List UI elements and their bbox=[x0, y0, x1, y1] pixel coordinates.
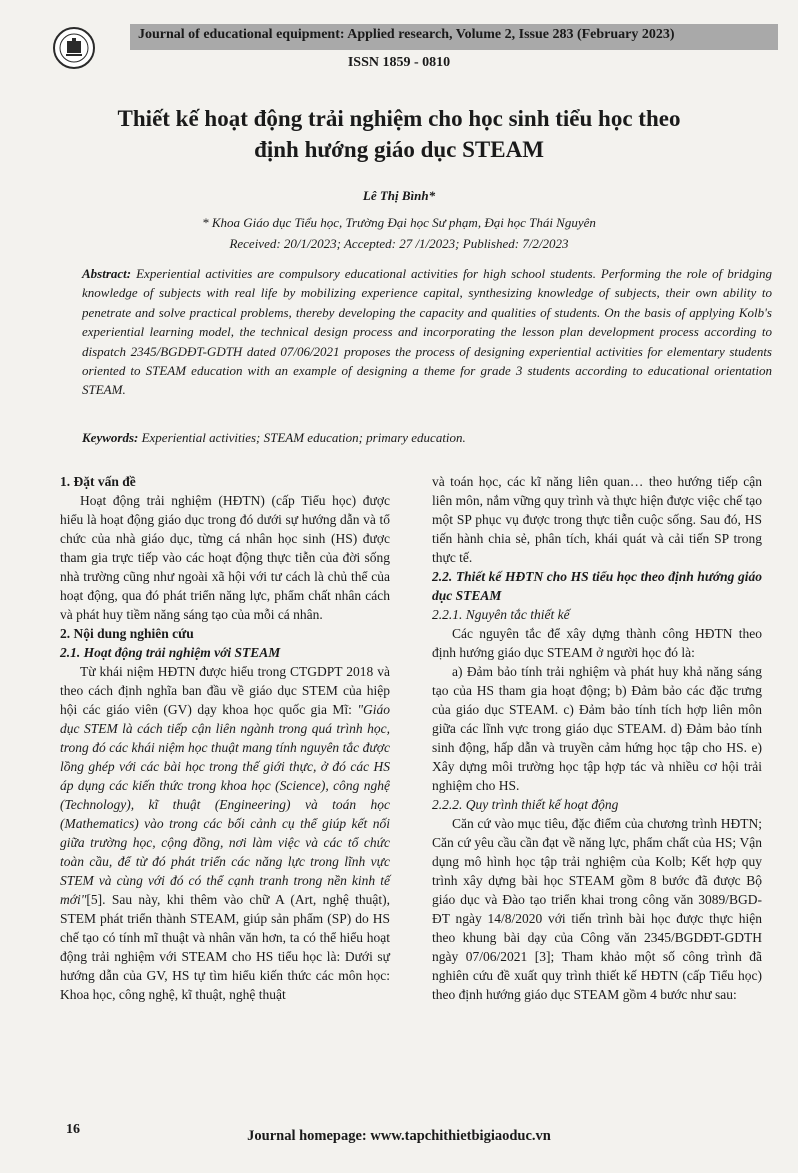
abstract-label: Abstract: bbox=[82, 266, 132, 281]
paragraph-principles-list: a) Đảm bảo tính trải nghiệm và phát huy khả năng sáng tạo của HS tham gia hoạt động; b) Đảm bảo các đặc trưng của giáo dục STEAM. c) Đảm bảo tính tích hợp liên môn giữa các lĩnh vực trong giáo dục STEAM. d) Đảm bảo tính sinh động, hấp dẫn và truyền cảm hứng học tập cho HS. e) Xây dựng môi trường học tập hợp tác và nhiều cơ hội trải nghiệm cho HS. bbox=[432, 664, 762, 793]
page-number: 16 bbox=[66, 1122, 80, 1137]
paragraph-process: Căn cứ vào mục tiêu, đặc điểm của chương trình HĐTN; Căn cứ yêu cầu cần đạt về năng lực, phẩm chất của HS; Vận dụng mô hình học tập trải nghiệm của Kolb; Kết hợp quy trình xây dựng bài học STEAM gồm 8 bước đã được Bộ giáo dục và Đào tạo triển khai trong công văn 3089/BGD-ĐT ngày 14/8/2020 với tiến trình bài học được thực hiện theo khung bài dạy của Công văn 2345/BGDĐT-GDTH ngày 07/06/2021 [3]; Tham khảo một số công trình đã nghiên cứu đề xuất quy trình thiết kế HĐTN (cấp Tiểu học) theo định hướng giáo dục STEAM gồm 4 bước như sau: bbox=[432, 816, 762, 1002]
paragraph-intro: Hoạt động trải nghiệm (HĐTN) (cấp Tiểu học) được hiểu là hoạt động giáo dục trong đó dưới sự hướng dẫn và tổ chức của nhà giáo dục, từng cá nhân học sinh (HS) được tham gia trực tiếp vào các hoạt động thực tiễn của đời sống nhà trường cũng như ngoài xã hội với tư cách là chủ thể của hoạt động, qua đó phát triển năng lực, phẩm chất nhân cách và phát huy tiềm năng sáng tạo của mỗi cá nhân. bbox=[60, 493, 390, 622]
left-column bbox=[60, 472, 390, 1004]
paragraph-steam-end: [5]. Sau này, khi thêm vào chữ A (Art, nghệ thuật), STEM phát triển thành STEAM, giúp sản phẩm (SP) do HS chế tạo có tính mĩ thuật và nhân văn hơn, ta có thể hiểu hoạt động trải nghiệm với STEAM cho HS tiểu học là: Dưới sự hướng dẫn của GV, HS tự tìm hiểu kiến thức các môn học: Khoa học, công nghệ, kĩ thuật, nghệ thuật bbox=[60, 892, 390, 1002]
subsection-heading-2-1: 2.1. Hoạt động trải nghiệm với STEAM bbox=[60, 645, 281, 660]
publication-dates: Received: 20/1/2023; Accepted: 27 /1/2023; Published: 7/2/2023 bbox=[229, 236, 569, 251]
journal-header-line: Journal of educational equipment: Applied research, Volume 2, Issue 283 (February 2023) bbox=[138, 27, 675, 42]
issn-line: ISSN 1859 - 0810 bbox=[347, 55, 451, 70]
article-title bbox=[40, 103, 758, 165]
keywords-text: Experiential activities; STEAM education; primary education. bbox=[141, 430, 466, 445]
right-column bbox=[432, 472, 762, 1004]
abstract bbox=[82, 264, 772, 400]
subsection-heading-2-2: 2.2. Thiết kế HĐTN cho HS tiểu học theo định hướng giáo dục STEAM bbox=[432, 569, 762, 603]
subsubsection-heading-2-2-1: 2.2.1. Nguyên tắc thiết kế bbox=[432, 607, 570, 622]
author-name: Lê Thị Bình* bbox=[362, 188, 436, 203]
journal-homepage: Journal homepage: www.tapchithietbigiaoduc.vn bbox=[247, 1128, 551, 1144]
title-line-1: Thiết kế hoạt động trải nghiệm cho học sinh tiểu học theo bbox=[117, 106, 681, 131]
paragraph-steam-start: Từ khái niệm HĐTN được hiểu trong CTGDPT 2018 và theo cách định nghĩa ban đầu về giáo dục STEM của hiệp hội các giáo viên (GV) dạy khoa học quốc gia Mĩ: bbox=[60, 664, 390, 717]
paragraph-principles: Các nguyên tắc để xây dựng thành công HĐTN theo định hướng giáo dục STEAM ở người học đó là: bbox=[432, 626, 762, 660]
section-heading-2: 2. Nội dung nghiên cứu bbox=[60, 626, 194, 641]
paragraph-steam-definition bbox=[60, 662, 390, 1004]
affiliation-block bbox=[0, 212, 798, 254]
keywords bbox=[82, 430, 772, 446]
affiliation: * Khoa Giáo dục Tiểu học, Trường Đại học Sư phạm, Đại học Thái Nguyên bbox=[202, 215, 596, 230]
abstract-text: Experiential activities are compulsory educational activities for high school students. Performing the role of bridging knowledge of subjects with real life by mobilizing experience capital, synthesizing knowledge of subjects, their own ability to penetrate and solve practical problems, thereby developing the capacity and qualities of students. On the basis of applying Kolb's experiential learning model, the technical design process and incorporating the lesson plan development process according to dispatch 2345/BGDĐT-GDTH dated 07/06/2021 proposes the process of designing experiential activities for elementary students oriented to STEAM education with an example of designing a theme for grade 3 students according to educational orientation STEAM. bbox=[82, 266, 773, 398]
keywords-label: Keywords: bbox=[82, 430, 139, 445]
paragraph-continued: và toán học, các kĩ năng liên quan… theo hướng tiếp cận liên môn, nắm vững quy trình và thực hiện được việc chế tạo một SP phục vụ được trong thực tiễn cuộc sống. Sau đó, HS tiến hành chia sẻ, phân tích, khái quát và cải tiến SP trong thực tế. bbox=[432, 474, 762, 565]
section-heading-1: 1. Đặt vấn đề bbox=[60, 474, 136, 489]
stem-quote: "Giáo dục STEM là cách tiếp cận liên ngành trong quá trình học, trong đó các khái niệm học thuật mang tính nguyên tắc được lồng ghép với các bài học trong thế giới thực, ở đó các HS áp dụng các kiến thức trong khoa học (Science), công nghệ (Technology), kĩ thuật (Engineering) và toán học (Mathematics) vào trong các bối cảnh cụ thể giúp kết nối giữa trường học, cộng đồng, nơi làm việc và các tổ chức toàn cầu, để từ đó phát triển các năng lực trong lĩnh vực STEM và cùng với đó có thể cạnh tranh trong nền kinh tế mới" bbox=[60, 702, 390, 907]
subsubsection-heading-2-2-2: 2.2.2. Quy trình thiết kế hoạt động bbox=[432, 797, 619, 812]
title-line-2: định hướng giáo dục STEAM bbox=[254, 137, 544, 162]
